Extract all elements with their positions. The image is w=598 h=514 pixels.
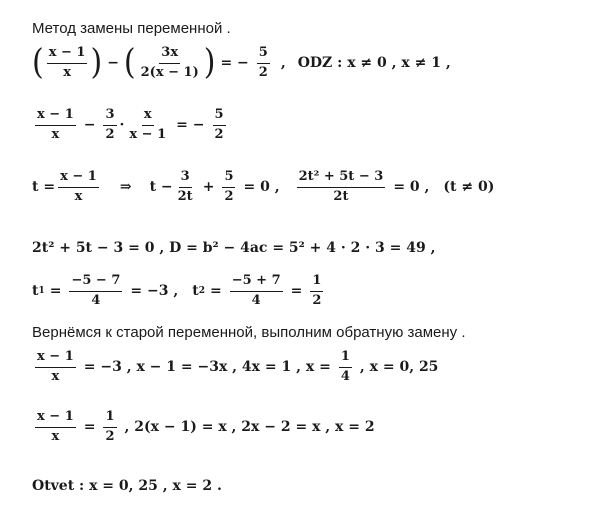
fraction: $\frac{x - 1}{x}$ (60, 169, 97, 204)
fraction: $\frac{1}{4}$ (340, 349, 350, 384)
fraction: $\frac{1}{2}$ (105, 409, 115, 444)
fraction: $\frac{3}{2t}$ (177, 169, 193, 204)
fraction: $\frac{5}{2}$ (258, 45, 268, 80)
right-paren: ) (90, 42, 103, 83)
equation-1: ( $\frac{x - 1}{x}$ ) − ( $\frac{3x}{2(x - 1)}$ ) = − $\frac{5}{2}$ , ODZ : x ≠ 0 , x ≠ 1 , (32, 42, 451, 83)
back-substitution-header: Вернёмся к старой переменной, выполним обратную замену . (32, 324, 466, 341)
fraction: $\frac{3}{2}$ (105, 107, 115, 142)
answer-line: Otvet : x = 0, 25 , x = 2 . (32, 478, 222, 494)
fraction: $\frac{1}{2}$ (312, 273, 322, 308)
equation-2: $\frac{x - 1}{x}$ − $\frac{3}{2}$ · $\frac{x}{x - 1}$ = − $\frac{5}{2}$ (37, 107, 224, 142)
fraction: $\frac{5}{2}$ (224, 169, 234, 204)
equation-6: $\frac{x - 1}{x}$ = −3 , x − 1 = −3x , 4x = 1 , x = $\frac{1}{4}$ , x = 0, 25 (37, 349, 439, 384)
fraction: $\frac{x - 1}{x}$ (37, 107, 74, 142)
fraction: $\frac{x - 1}{x}$ (37, 349, 74, 384)
fraction: $\frac{5}{2}$ (214, 107, 224, 142)
fraction: $\frac{3x}{2(x - 1)}$ (140, 45, 199, 80)
fraction: $\frac{x - 1}{x}$ (48, 45, 86, 80)
equation-7: $\frac{x - 1}{x}$ = $\frac{1}{2}$ , 2(x − 1) = x , 2x − 2 = x , x = 2 (37, 409, 375, 444)
odz-condition: ODZ : x ≠ 0 , x ≠ 1 , (297, 55, 451, 72)
implies-arrow: ⇒ (119, 179, 132, 196)
equation-5: t 1 = $\frac{-5 - 7}{4}$ = −3 , t 2 = $\frac{-5 + 7}{4}$ = $\frac{1}{2}$ (32, 273, 322, 308)
left-paren: ( (123, 42, 136, 83)
equation-3: t = $\frac{x - 1}{x}$ ⇒ t − $\frac{3}{2t}$ + $\frac{5}{2}$ = 0 , $\frac{\text{2t² + 5t − 3}}{2t}$ = 0 , (t ≠ 0) (32, 169, 495, 204)
fraction: $\frac{-5 + 7}{4}$ (231, 273, 281, 308)
method-header: Метод замены переменной . (32, 20, 231, 37)
fraction: $\frac{-5 - 7}{4}$ (71, 273, 121, 308)
right-paren: ) (203, 42, 216, 83)
fraction: $\frac{\text{2t² + 5t − 3}}{2t}$ (298, 169, 384, 204)
fraction: $\frac{x}{x - 1}$ (129, 107, 167, 142)
equation-4: 2t² + 5t − 3 = 0 , D = b² − 4ac = 5² + 4 · 2 · 3 = 49 , (32, 240, 436, 256)
fraction: $\frac{x - 1}{x}$ (37, 409, 74, 444)
left-paren: ( (32, 42, 44, 83)
t-condition: (t ≠ 0) (443, 179, 495, 196)
